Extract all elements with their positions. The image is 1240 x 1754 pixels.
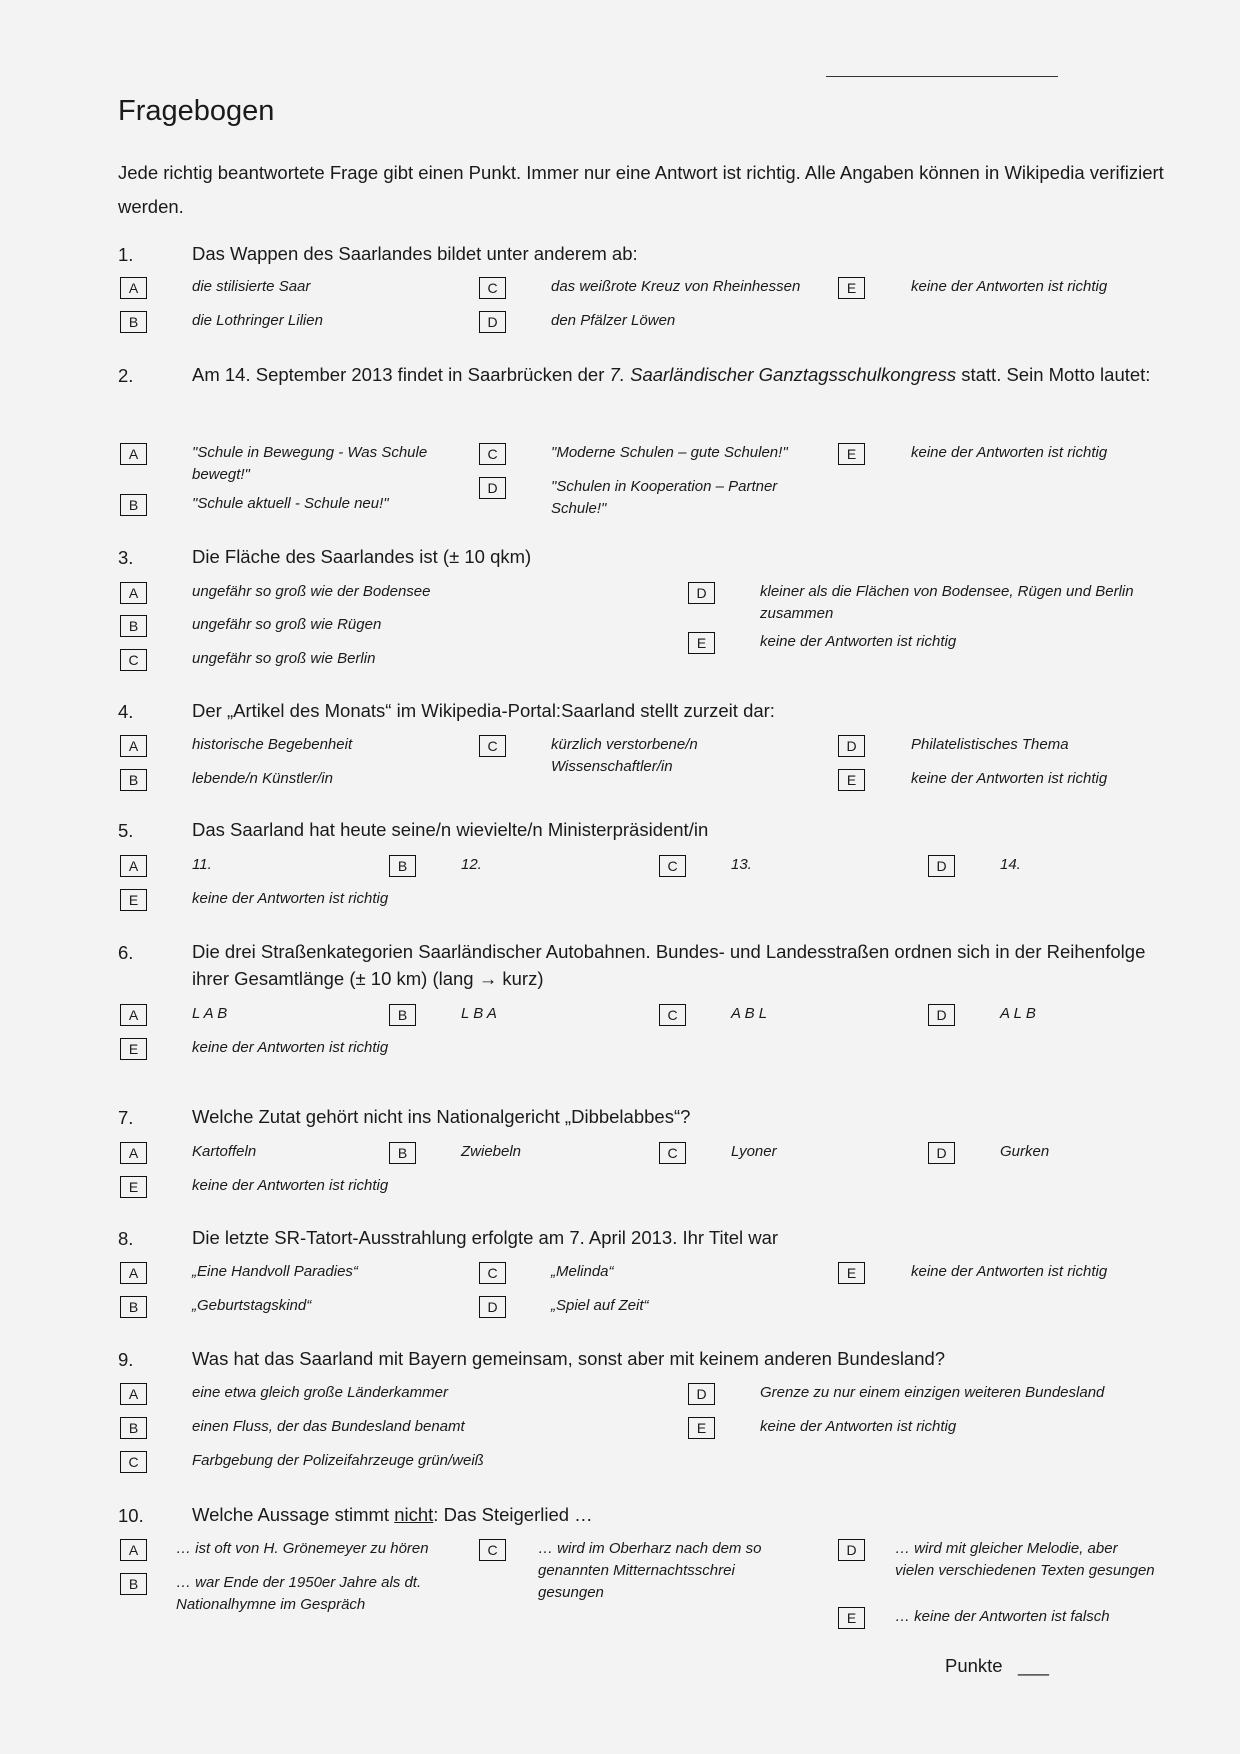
question-text <box>192 697 1172 724</box>
answer-checkbox-d[interactable]: D <box>479 477 506 499</box>
answer-checkbox-d[interactable]: D <box>928 855 955 877</box>
answer-checkbox-e[interactable]: E <box>838 443 865 465</box>
points-blank: ___ <box>1018 1655 1049 1676</box>
answer-option-text: L B A <box>461 1005 497 1022</box>
answer-checkbox-b[interactable]: B <box>389 1004 416 1026</box>
answer-option-text: ungefähr so groß wie Berlin <box>192 650 376 667</box>
answer-checkbox-e[interactable]: E <box>838 1262 865 1284</box>
answer-checkbox-e[interactable]: E <box>688 1417 715 1439</box>
question-text <box>192 816 1172 843</box>
answer-checkbox-d[interactable]: D <box>479 311 506 333</box>
answer-option-text: Philatelistisches Thema <box>911 736 1069 753</box>
answer-checkbox-e[interactable]: E <box>838 277 865 299</box>
answer-checkbox-a[interactable]: A <box>120 1142 147 1164</box>
answer-checkbox-d[interactable]: D <box>838 735 865 757</box>
answer-option-text: "Moderne Schulen – gute Schulen!" <box>551 444 788 461</box>
answer-checkbox-a[interactable]: A <box>120 277 147 299</box>
question-text-part: Die drei Straßenkategorien Saarländischer Autobahnen. Bundes- und Landesstraßen ordnen sich in der Reihenfolge ihrer Gesamtlänge (± 10 km) (lang → kurz) <box>192 941 1146 989</box>
answer-option-text: ungefähr so groß wie der Bodensee <box>192 583 431 600</box>
answer-option-text: keine der Antworten ist richtig <box>760 1418 957 1435</box>
answer-option-text: keine der Antworten ist richtig <box>192 1039 389 1056</box>
answer-checkbox-b[interactable]: B <box>389 1142 416 1164</box>
question-text <box>192 1501 1172 1528</box>
answer-option-text: 13. <box>731 856 752 873</box>
question-number: 8. <box>118 1228 134 1249</box>
question-number: 4. <box>118 701 134 722</box>
answer-checkbox-e[interactable]: E <box>120 889 147 911</box>
answer-checkbox-d[interactable]: D <box>928 1142 955 1164</box>
answer-option-text: „Geburtstagskind“ <box>192 1297 312 1314</box>
answer-option-text: … keine der Antworten ist falsch <box>895 1608 1110 1625</box>
question-text <box>192 361 1172 388</box>
answer-checkbox-d[interactable]: D <box>688 582 715 604</box>
answer-checkbox-e[interactable]: E <box>838 769 865 791</box>
answer-checkbox-d[interactable]: D <box>838 1539 865 1561</box>
question-text-part: : Das Steigerlied … <box>433 1504 593 1525</box>
answer-option-text: kürzlich verstorbene/n Wissenschaftler/in <box>551 736 698 775</box>
answer-option-text: … wird mit gleicher Melodie, aber vielen verschiedenen Texten gesungen <box>895 1540 1155 1579</box>
answer-option-text: … ist oft von H. Grönemeyer zu hören <box>176 1540 429 1557</box>
answer-option-text: historische Begebenheit <box>192 736 353 753</box>
question-text-part: Das Saarland hat heute seine/n wievielte/n Ministerpräsident/in <box>192 819 709 840</box>
answer-checkbox-b[interactable]: B <box>120 769 147 791</box>
answer-option-text: keine der Antworten ist richtig <box>192 1177 389 1194</box>
question-text <box>192 1103 1172 1130</box>
question-number: 5. <box>118 820 134 841</box>
answer-option-text: den Pfälzer Löwen <box>551 312 676 329</box>
answer-option-text: keine der Antworten ist richtig <box>911 278 1108 295</box>
answer-checkbox-a[interactable]: A <box>120 582 147 604</box>
answer-checkbox-b[interactable]: B <box>120 311 147 333</box>
question-number: 7. <box>118 1107 134 1128</box>
answer-checkbox-d[interactable]: D <box>928 1004 955 1026</box>
answer-checkbox-b[interactable]: B <box>389 855 416 877</box>
question-text-part: Das Wappen des Saarlandes bildet unter anderem ab: <box>192 243 638 264</box>
question-text-part: Der „Artikel des Monats“ im Wikipedia-Portal:Saarland stellt zurzeit dar: <box>192 700 775 721</box>
answer-checkbox-c[interactable]: C <box>479 1262 506 1284</box>
intro-text: Jede richtig beantwortete Frage gibt einen Punkt. Immer nur eine Antwort ist richtig. Alle Angaben können in Wikipedia verifiziert werden. <box>118 162 1164 217</box>
answer-checkbox-b[interactable]: B <box>120 1296 147 1318</box>
question-text-part: Welche Zutat gehört nicht ins Nationalgericht „Dibbelabbes“? <box>192 1106 691 1127</box>
answer-option-text: Lyoner <box>731 1143 777 1160</box>
name-line[interactable] <box>826 62 1058 77</box>
answer-checkbox-e[interactable]: E <box>120 1176 147 1198</box>
answer-option-text: kleiner als die Flächen von Bodensee, Rügen und Berlin zusammen <box>760 583 1134 622</box>
answer-option-text: keine der Antworten ist richtig <box>760 633 957 650</box>
answer-checkbox-a[interactable]: A <box>120 1262 147 1284</box>
answer-option-text: keine der Antworten ist richtig <box>911 770 1108 787</box>
question-text-part: 7. Saarländischer Ganztagsschulkongress <box>609 364 957 385</box>
question-number: 3. <box>118 547 134 568</box>
answer-option-text: Zwiebeln <box>461 1143 522 1160</box>
question-text-part: Welche Aussage stimmt <box>192 1504 395 1525</box>
answer-checkbox-d[interactable]: D <box>479 1296 506 1318</box>
answer-checkbox-a[interactable]: A <box>120 1004 147 1026</box>
question-number: 10. <box>118 1505 144 1526</box>
question-number: 1. <box>118 244 134 265</box>
answer-option-text: 14. <box>1000 856 1021 873</box>
answer-checkbox-c[interactable]: C <box>659 1142 686 1164</box>
question-text-part: Was hat das Saarland mit Bayern gemeinsam, sonst aber mit keinem anderen Bundesland? <box>192 1348 946 1369</box>
answer-checkbox-c[interactable]: C <box>479 277 506 299</box>
points-label: Punkte <box>945 1655 1003 1676</box>
question-text <box>192 240 1172 267</box>
answer-option-text: lebende/n Künstler/in <box>192 770 333 787</box>
question-text-part: Die letzte SR-Tatort-Ausstrahlung erfolgte am 7. April 2013. Ihr Titel war <box>192 1227 779 1248</box>
answer-checkbox-c[interactable]: C <box>120 649 147 671</box>
answer-option-text: "Schule aktuell - Schule neu!" <box>192 495 389 512</box>
answer-checkbox-c[interactable]: C <box>659 1004 686 1026</box>
answer-checkbox-a[interactable]: A <box>120 1539 147 1561</box>
question-number: 9. <box>118 1349 134 1370</box>
question-text-part: statt. Sein Motto lautet: <box>956 364 1151 385</box>
answer-checkbox-a[interactable]: A <box>120 443 147 465</box>
question-text <box>192 543 1172 570</box>
answer-checkbox-a[interactable]: A <box>120 735 147 757</box>
answer-checkbox-c[interactable]: C <box>120 1451 147 1473</box>
answer-option-text: eine etwa gleich große Länderkammer <box>192 1384 448 1401</box>
question-text <box>192 938 1172 992</box>
answer-checkbox-c[interactable]: C <box>479 1539 506 1561</box>
answer-option-text: „Spiel auf Zeit“ <box>551 1297 649 1314</box>
answer-checkbox-a[interactable]: A <box>120 855 147 877</box>
answer-option-text: "Schule in Bewegung - Was Schule bewegt!" <box>192 444 428 483</box>
answer-checkbox-e[interactable]: E <box>838 1607 865 1629</box>
answer-option-text: … war Ende der 1950er Jahre als dt. Nationalhymne im Gespräch <box>176 1574 422 1613</box>
points-field <box>945 1655 1049 1677</box>
question-number: 6. <box>118 942 134 963</box>
page-title: Fragebogen <box>118 95 275 127</box>
answer-checkbox-d[interactable]: D <box>688 1383 715 1405</box>
answer-option-text: A B L <box>731 1005 768 1022</box>
answer-option-text: 11. <box>192 856 212 873</box>
answer-checkbox-e[interactable]: E <box>688 632 715 654</box>
question-text <box>192 1224 1172 1251</box>
answer-option-text: die stilisierte Saar <box>192 278 311 295</box>
answer-option-text: keine der Antworten ist richtig <box>192 890 389 907</box>
answer-checkbox-c[interactable]: C <box>659 855 686 877</box>
answer-checkbox-a[interactable]: A <box>120 1383 147 1405</box>
question-text-part: Am 14. September 2013 findet in Saarbrücken der <box>192 364 610 385</box>
answer-checkbox-c[interactable]: C <box>479 735 506 757</box>
answer-option-text: ungefähr so groß wie Rügen <box>192 616 382 633</box>
answer-checkbox-b[interactable]: B <box>120 494 147 516</box>
answer-option-text: die Lothringer Lilien <box>192 312 323 329</box>
answer-checkbox-e[interactable]: E <box>120 1038 147 1060</box>
answer-checkbox-b[interactable]: B <box>120 1417 147 1439</box>
answer-option-text: Gurken <box>1000 1143 1050 1160</box>
answer-option-text: „Eine Handvoll Paradies“ <box>192 1263 358 1280</box>
answer-option-text: A L B <box>1000 1005 1036 1022</box>
answer-option-text: keine der Antworten ist richtig <box>911 1263 1108 1280</box>
answer-option-text: einen Fluss, der das Bundesland benamt <box>192 1418 465 1435</box>
answer-option-text: das weißrote Kreuz von Rheinhessen <box>551 278 801 295</box>
answer-option-text: Farbgebung der Polizeifahrzeuge grün/weiß <box>192 1452 484 1469</box>
answer-option-text: … wird im Oberharz nach dem so genannten Mitternachtsschrei gesungen <box>538 1540 762 1601</box>
answer-checkbox-b[interactable]: B <box>120 615 147 637</box>
question-text-part: Die Fläche des Saarlandes ist (± 10 qkm) <box>192 546 532 567</box>
answer-option-text: „Melinda“ <box>551 1263 614 1280</box>
answer-option-text: "Schulen in Kooperation – Partner Schule!" <box>551 478 778 517</box>
question-text-part: nicht <box>394 1504 434 1525</box>
answer-checkbox-b[interactable]: B <box>120 1573 147 1595</box>
answer-option-text: L A B <box>192 1005 228 1022</box>
question-number: 2. <box>118 365 134 386</box>
question-text <box>192 1345 1172 1372</box>
answer-checkbox-c[interactable]: C <box>479 443 506 465</box>
answer-option-text: 12. <box>461 856 482 873</box>
answer-option-text: keine der Antworten ist richtig <box>911 444 1108 461</box>
answer-option-text: Kartoffeln <box>192 1143 257 1160</box>
answer-option-text: Grenze zu nur einem einzigen weiteren Bundesland <box>760 1384 1105 1401</box>
